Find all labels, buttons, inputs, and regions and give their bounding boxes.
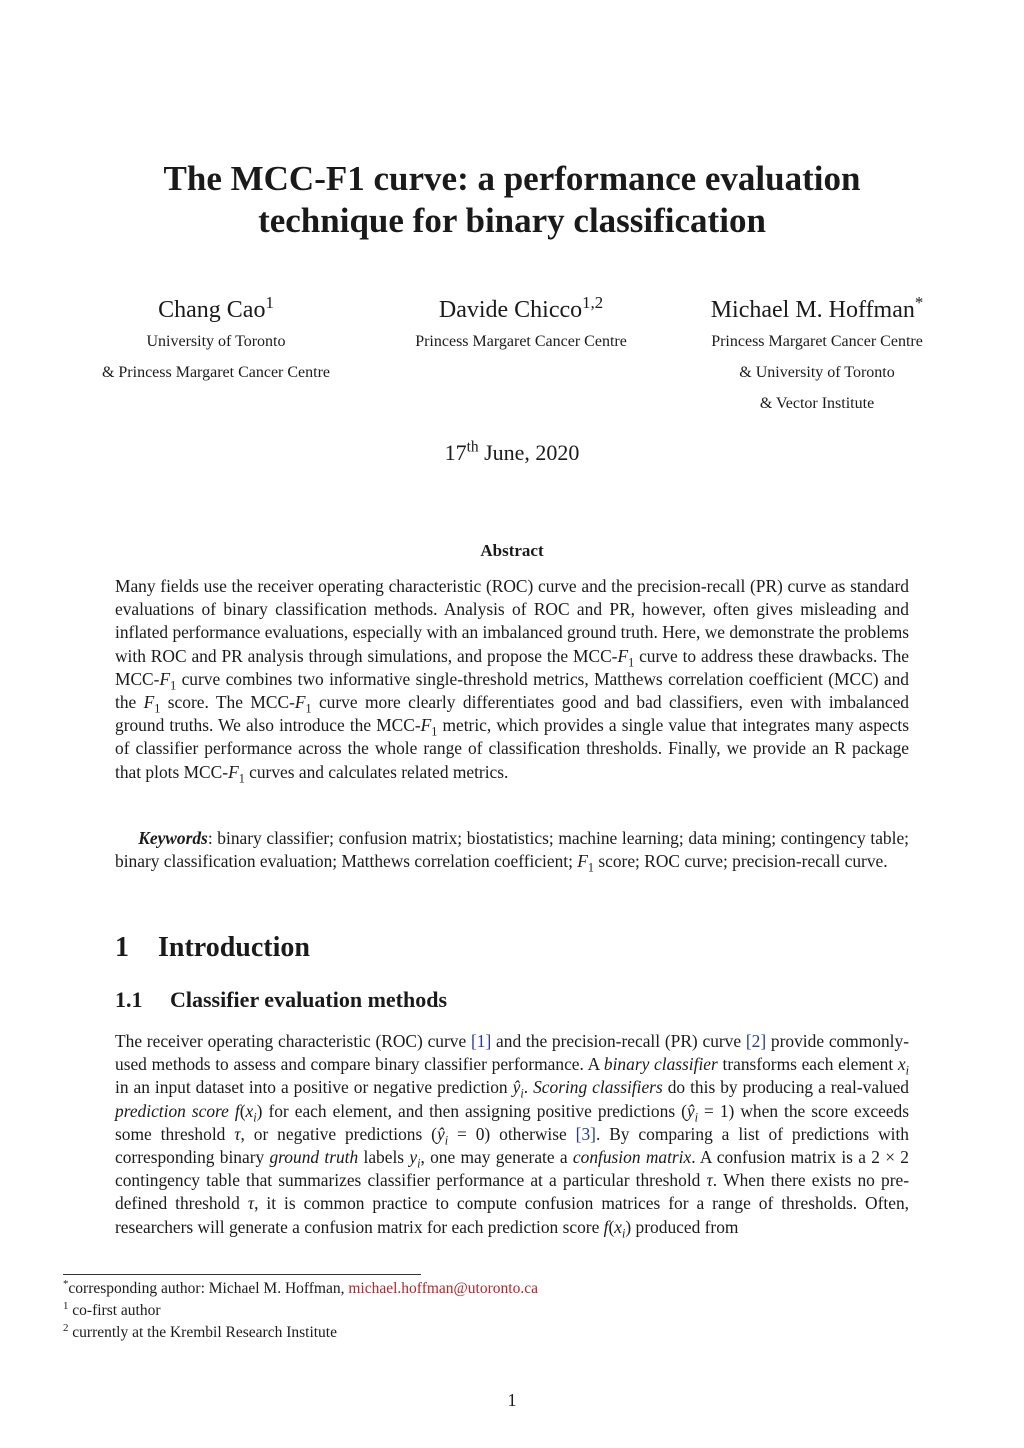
email-link[interactable]: michael.hoffman@utoronto.ca: [348, 1280, 538, 1297]
author-affiliation: & Princess Margaret Cancer Centre: [101, 364, 331, 381]
footnote-1: $^1$ co-first author: [63, 1299, 161, 1319]
author-affiliation: Princess Margaret Cancer Centre: [711, 333, 923, 350]
paper-date: 17th June, 2020: [444, 438, 580, 465]
page-number: 1: [507, 1390, 517, 1410]
footnote-corresponding: *corresponding author: Michael M. Hoffman, michael.hoffman@utoronto.ca: [63, 1277, 538, 1297]
title-line-1: The MCC-F1 curve: a performance evaluation: [163, 159, 861, 198]
author-affiliation: & University of Toronto: [739, 364, 895, 381]
author-affiliation: University of Toronto: [146, 333, 286, 350]
keywords: Keywords: binary classifier; confusion matrix; biostatistics; machine learning; data mining; contingency table; binary classification evaluation; Matthews correlation coefficient; $F_1$ score; ROC curve; precision-recall curve.: [115, 828, 909, 875]
paper-title: [0, 158, 1024, 242]
author-name: Michael M. Hoffman*: [710, 293, 924, 323]
author-block-3: [657, 294, 977, 419]
footnote-rule: [63, 1274, 421, 1275]
author-block-1: [56, 294, 376, 388]
author-affiliation: Princess Margaret Cancer Centre: [415, 333, 627, 350]
intro-body: The receiver operating characteristic (ROC) curve [1] and the precision-recall (PR) curve [2] provide commonly-used methods to assess and compare binary classifier performance. A binary classifier transforms each element $x_i$ in an input dataset into a positive or negative prediction $ŷ_i$. Scoring classifiers do this by producing a real-valued prediction score $f(x_i)$ for each element, and then assigning positive predictions $(ŷ_i = 1)$ when the score exceeds some threshold τ, or negative predictions $(ŷ_i = 0)$ otherwise [3]. By comparing a list of predictions with corresponding binary ground truth labels $y_i$, one may generate a confusion matrix. A confusion matrix is a 2 × 2 contingency table that summarizes classifier performance at a particular threshold τ. When there exists no pre-defined threshold τ, it is common practice to compute confusion matrices for a range of thresholds. Often, researchers will generate a confusion matrix for each prediction score $f(x_i)$ produced from: [115, 1031, 910, 1241]
abstract-heading: Abstract: [480, 541, 544, 560]
abstract-body: Many fields use the receiver operating characteristic (ROC) curve and the precision-recall (PR) curve as standard evaluations of binary classification methods. Analysis of ROC and PR, however, often gives misleading and inflated performance evaluations, especially with an imbalanced ground truth. Here, we demonstrate the problems with ROC and PR analysis through simulations, and propose the MCC-$F_1$ curve to address these drawbacks. The MCC-$F_1$ curve combines two informative single-threshold metrics, Matthews correlation coefficient (MCC) and the $F_1$ score. The MCC-$F_1$ curve more clearly differentiates good and bad classifiers, even with imbalanced ground truths. We also introduce the MCC-$F_1$ metric, which provides a single value that integrates many aspects of classifier performance across the whole range of classification thresholds. Finally, we provide an R package that plots MCC-$F_1$ curves and calculates related metrics.: [115, 576, 909, 786]
footnote-2: $^2$ currently at the Krembil Research Institute: [63, 1321, 337, 1341]
subsection-heading: 1.1 Classifier evaluation methods: [115, 987, 448, 1012]
section-heading: 1 Introduction: [115, 932, 310, 963]
citation-link[interactable]: [3]: [575, 1123, 596, 1144]
author-name: Chang Cao$^1$: [158, 293, 274, 323]
title-line-2: technique for binary classification: [258, 201, 766, 240]
keywords-label: Keywords: [138, 828, 208, 848]
author-name: Davide Chicco$^{1,2}$: [438, 293, 604, 323]
citation-link[interactable]: [1]: [470, 1031, 492, 1051]
author-block-2: [361, 294, 681, 357]
author-affiliation: & Vector Institute: [759, 395, 875, 412]
citation-link[interactable]: [2]: [745, 1031, 767, 1051]
